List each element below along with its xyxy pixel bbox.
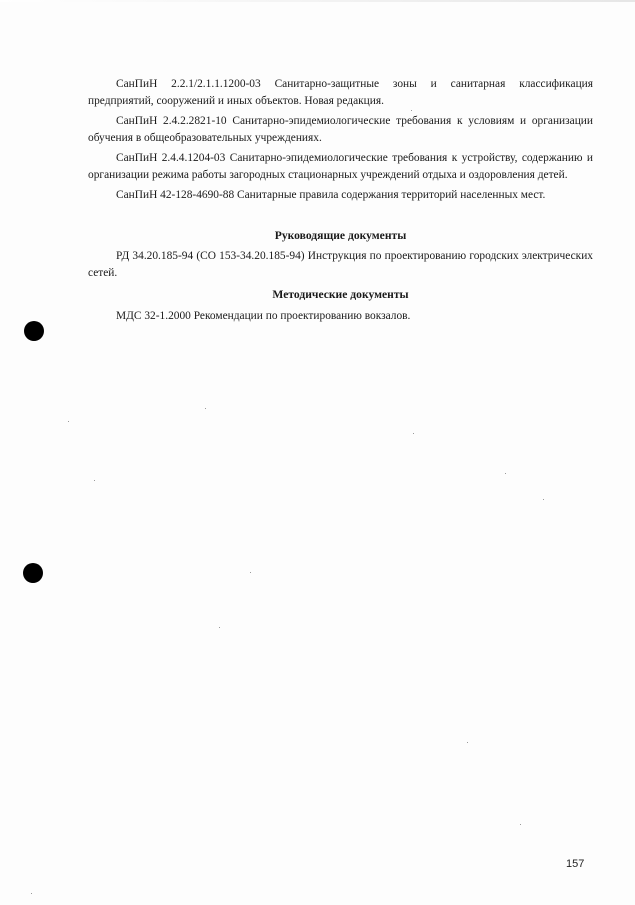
scan-speck <box>520 824 521 825</box>
scan-speck <box>413 433 414 434</box>
punch-hole-bottom <box>23 563 43 583</box>
page-number: 157 <box>566 858 585 870</box>
scan-speck <box>250 572 251 573</box>
scan-speck <box>219 627 220 628</box>
scan-speck <box>205 408 206 409</box>
paragraph-sanpin-2: СанПиН 2.4.2.2821-10 Санитарно-эпидемиологические требования к условиям и организации обучения в общеобразовательных учреждениях. <box>88 115 593 144</box>
heading-methodical-documents: Методические документы <box>272 288 409 301</box>
punch-hole-top <box>24 321 44 341</box>
heading-guiding-documents: Руководящие документы <box>274 228 407 242</box>
paragraph-rd: РД 34.20.185-94 (СО 153-34.20.185-94) Инструкция по проектированию городских электрических сетей. <box>88 250 593 279</box>
paragraph-mds: МДС 32-1.2000 Рекомендации по проектированию вокзалов. <box>116 309 411 322</box>
scan-speck <box>543 499 544 500</box>
paragraph-sanpin-4: СанПиН 42-128-4690-88 Санитарные правила содержания территорий населенных мест. <box>116 189 546 201</box>
scan-speck <box>31 893 32 894</box>
scan-speck <box>94 480 95 481</box>
scan-speck <box>411 110 412 111</box>
scan-speck <box>68 421 69 422</box>
scan-speck <box>505 473 506 474</box>
paragraph-sanpin-3: СанПиН 2.4.4.1204-03 Санитарно-эпидемиологические требования к устройству, содержанию и организации режима работы загородных стационарных учреждений отдыха и оздоровления детей. <box>88 152 593 181</box>
scan-top-edge <box>0 0 635 2</box>
scan-speck <box>467 742 468 743</box>
paragraph-sanpin-1: СанПиН 2.2.1/2.1.1.1200-03 Санитарно-защитные зоны и санитарная классификация предприятий, сооружений и иных объектов. Новая редакция. <box>88 78 593 107</box>
document-body <box>88 76 593 328</box>
